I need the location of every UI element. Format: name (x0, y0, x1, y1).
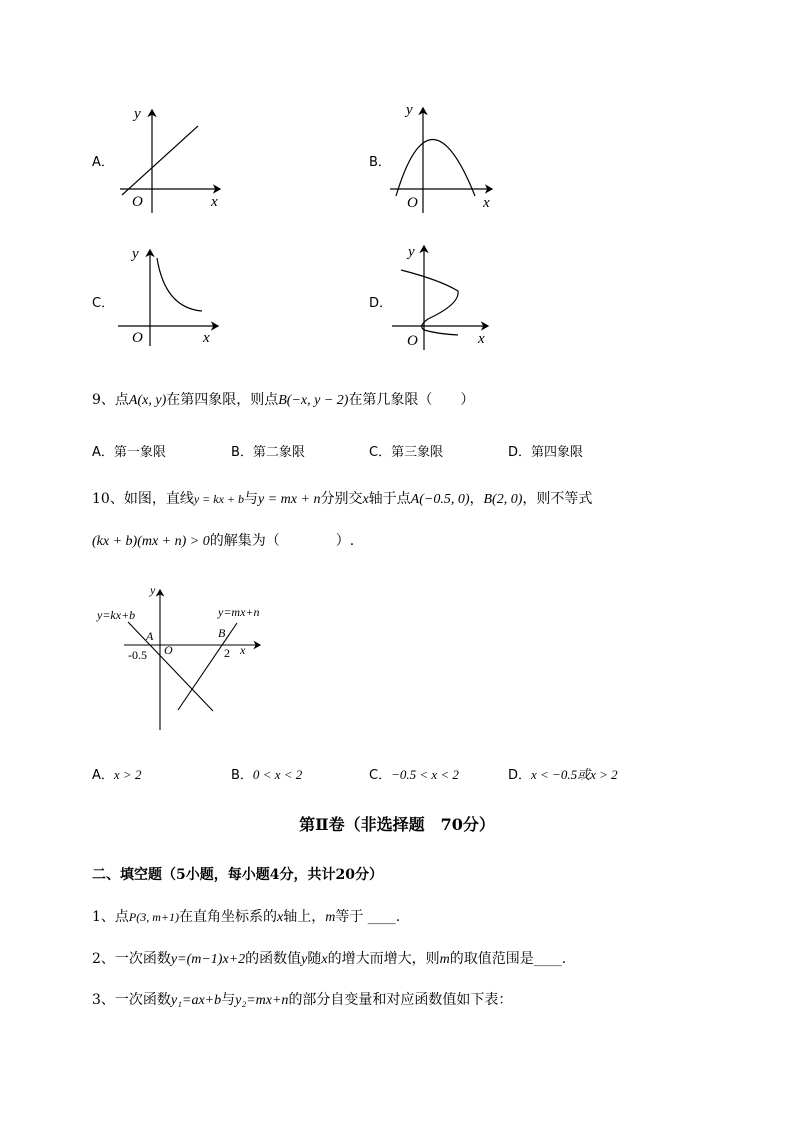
text: 的解集为（ ）. (209, 533, 355, 549)
m-var: m (439, 952, 450, 967)
fill-question-1 (92, 906, 400, 926)
text: 与 (221, 992, 236, 1008)
y-axis-label: y (150, 583, 156, 597)
question-number: 3、 (92, 992, 115, 1008)
question-10-figure (92, 578, 282, 738)
x-var: x (321, 952, 328, 967)
question-number: 1、 (92, 909, 115, 925)
question-10-line2 (92, 530, 354, 550)
text: 点 (114, 392, 129, 408)
point-p: P(3, m+1) (128, 910, 180, 924)
text: ，则不等式 (522, 491, 593, 507)
text: 与 (244, 491, 259, 507)
point-b: B(2, 0) (483, 492, 523, 507)
q9-choice-b: B．第二象限 (231, 445, 305, 460)
point-a: A(−0.5, 0) (410, 492, 470, 507)
question-number: 10、 (92, 491, 124, 507)
parabola-curve (396, 140, 475, 197)
choice-letter: C． (369, 768, 392, 783)
option-a-label: A． (92, 155, 114, 170)
text: ， (469, 491, 484, 507)
tick-label-b: 2 (224, 646, 230, 660)
text: 在第四象限，则点 (166, 392, 279, 408)
q9-choice-a: A．第一象限 (92, 445, 166, 460)
question-number: 9、 (92, 392, 115, 408)
y-axis-label: y (134, 106, 141, 122)
line-curve (122, 126, 198, 195)
origin-label: O (132, 194, 143, 210)
q9-choice-c: C．第三象限 (369, 445, 444, 460)
text: 轴于点 (368, 491, 411, 507)
choice-expr: x > 2 (113, 767, 142, 782)
text: 的函数值 (245, 951, 302, 967)
text: 在直角坐标系的 (179, 909, 278, 925)
q10-choice-a (92, 764, 141, 783)
y-var: y (301, 952, 308, 967)
tick-label-a: -0.5 (128, 648, 147, 662)
x-axis-label: x (483, 195, 490, 211)
choice-expr: x < −0.5或x > 2 (531, 767, 618, 782)
x-var: x (362, 492, 369, 507)
y-axis-label: y (406, 102, 413, 118)
line-2-eq: y = mx + n (258, 492, 321, 507)
text: 等于 ____. (335, 909, 401, 925)
text: 在第几象限（ ） (348, 392, 475, 408)
choice-expr: 0 < x < 2 (252, 767, 303, 782)
inequality: (kx + b)(mx + n) > 0 (92, 534, 210, 549)
function-1: y₁=ax+b (170, 993, 222, 1008)
x-var: x (277, 910, 284, 925)
q10-choice-d (508, 764, 618, 783)
x-axis-label: x (240, 643, 246, 657)
option-b-label: B． (369, 155, 391, 170)
graph-a (110, 98, 230, 213)
question-9 (92, 389, 474, 409)
q9-choice-d: D．第四象限 (508, 445, 584, 460)
choice-letter: A． (92, 768, 114, 783)
text: 分别交 (320, 491, 363, 507)
text: 的取值范围是____. (449, 951, 567, 967)
x-axis-label: x (478, 331, 485, 347)
y-axis-label: y (408, 244, 415, 260)
section-heading: 二、填空题（5小题，每小题4分，共计20分） (92, 867, 383, 883)
text: 轴上， (283, 909, 326, 925)
graph-c (110, 240, 230, 346)
text: 一次函数 (114, 992, 171, 1008)
line-kx-b (128, 622, 213, 711)
fill-question-3 (92, 989, 512, 1009)
choice-expr: −0.5 < x < 2 (391, 767, 459, 782)
question-10-line1 (92, 488, 592, 508)
part-2-title: 第Ⅱ卷（非选择题 70分） (299, 815, 495, 834)
origin-label: O (164, 643, 173, 657)
line-1-label: y=kx+b (97, 608, 136, 622)
fill-question-2 (92, 948, 566, 968)
point-a-label: A (146, 629, 154, 643)
point-b-label: B (218, 626, 226, 640)
option-d-label: D． (369, 296, 393, 311)
point-a: A(x, y) (128, 393, 167, 408)
line-2-label: y=mx+n (218, 605, 260, 619)
graph-b (388, 96, 500, 213)
q10-choice-c (369, 764, 459, 783)
text: 点 (114, 909, 129, 925)
x-axis-label: x (203, 330, 210, 346)
line-1-eq: y = kx + b (193, 492, 245, 506)
origin-label: O (407, 333, 418, 349)
text: 如图，直线 (123, 491, 194, 507)
non-function-curve (401, 270, 458, 335)
origin-label: O (407, 195, 418, 211)
choice-letter: B． (231, 768, 253, 783)
function-2: y₂=mx+n (235, 993, 289, 1008)
text: 随 (307, 951, 322, 967)
q10-choice-b (231, 764, 302, 783)
graph-d (388, 236, 496, 350)
question-number: 2、 (92, 951, 115, 967)
text: 的部分自变量和对应函数值如下表： (288, 992, 513, 1008)
y-axis-label: y (132, 246, 139, 262)
point-b: B(−x, y − 2) (278, 393, 349, 408)
choice-letter: D． (508, 768, 532, 783)
line-mx-n (178, 623, 237, 710)
text: 的增大而增大，则 (327, 951, 440, 967)
option-c-label: C． (92, 296, 115, 311)
text: 一次函数 (114, 951, 171, 967)
hyperbola-curve (157, 258, 202, 311)
function-expr: y=(m−1)x+2 (170, 952, 246, 967)
origin-label: O (132, 330, 143, 346)
x-axis-label: x (211, 194, 218, 210)
m-var: m (325, 910, 336, 925)
